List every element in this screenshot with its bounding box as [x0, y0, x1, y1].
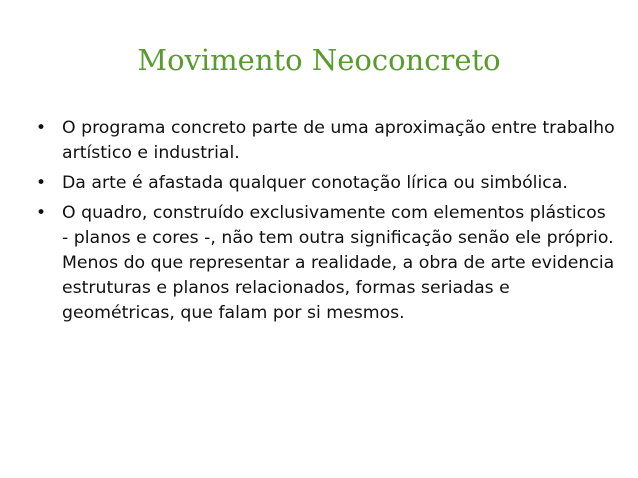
- bullet-dot-icon: •: [36, 118, 47, 138]
- bullet-text-2: Da arte é afastada qualquer conotação lírica ou simbólica.: [62, 173, 568, 193]
- bullet-dot-icon: •: [36, 173, 47, 193]
- bullet-text-1: O programa concreto parte de uma aproximação entre trabalho artístico e industrial.: [62, 118, 615, 163]
- slide-title: Movimento Neoconcreto: [137, 43, 501, 77]
- bullet-dot-icon: •: [36, 203, 47, 223]
- bullet-item-3: [36, 201, 616, 326]
- bullet-list: [36, 116, 616, 331]
- bullet-item-2: [36, 171, 616, 196]
- bullet-text-3: O quadro, construído exclusivamente com elementos plásticos - planos e cores -, não tem outra significação senão ele próprio. Menos do que representar a realidade, a obra de arte evidencia estruturas e planos relacionados, formas seriadas e geométricas, que falam por si mesmos.: [62, 203, 615, 323]
- bullet-item-1: [36, 116, 616, 166]
